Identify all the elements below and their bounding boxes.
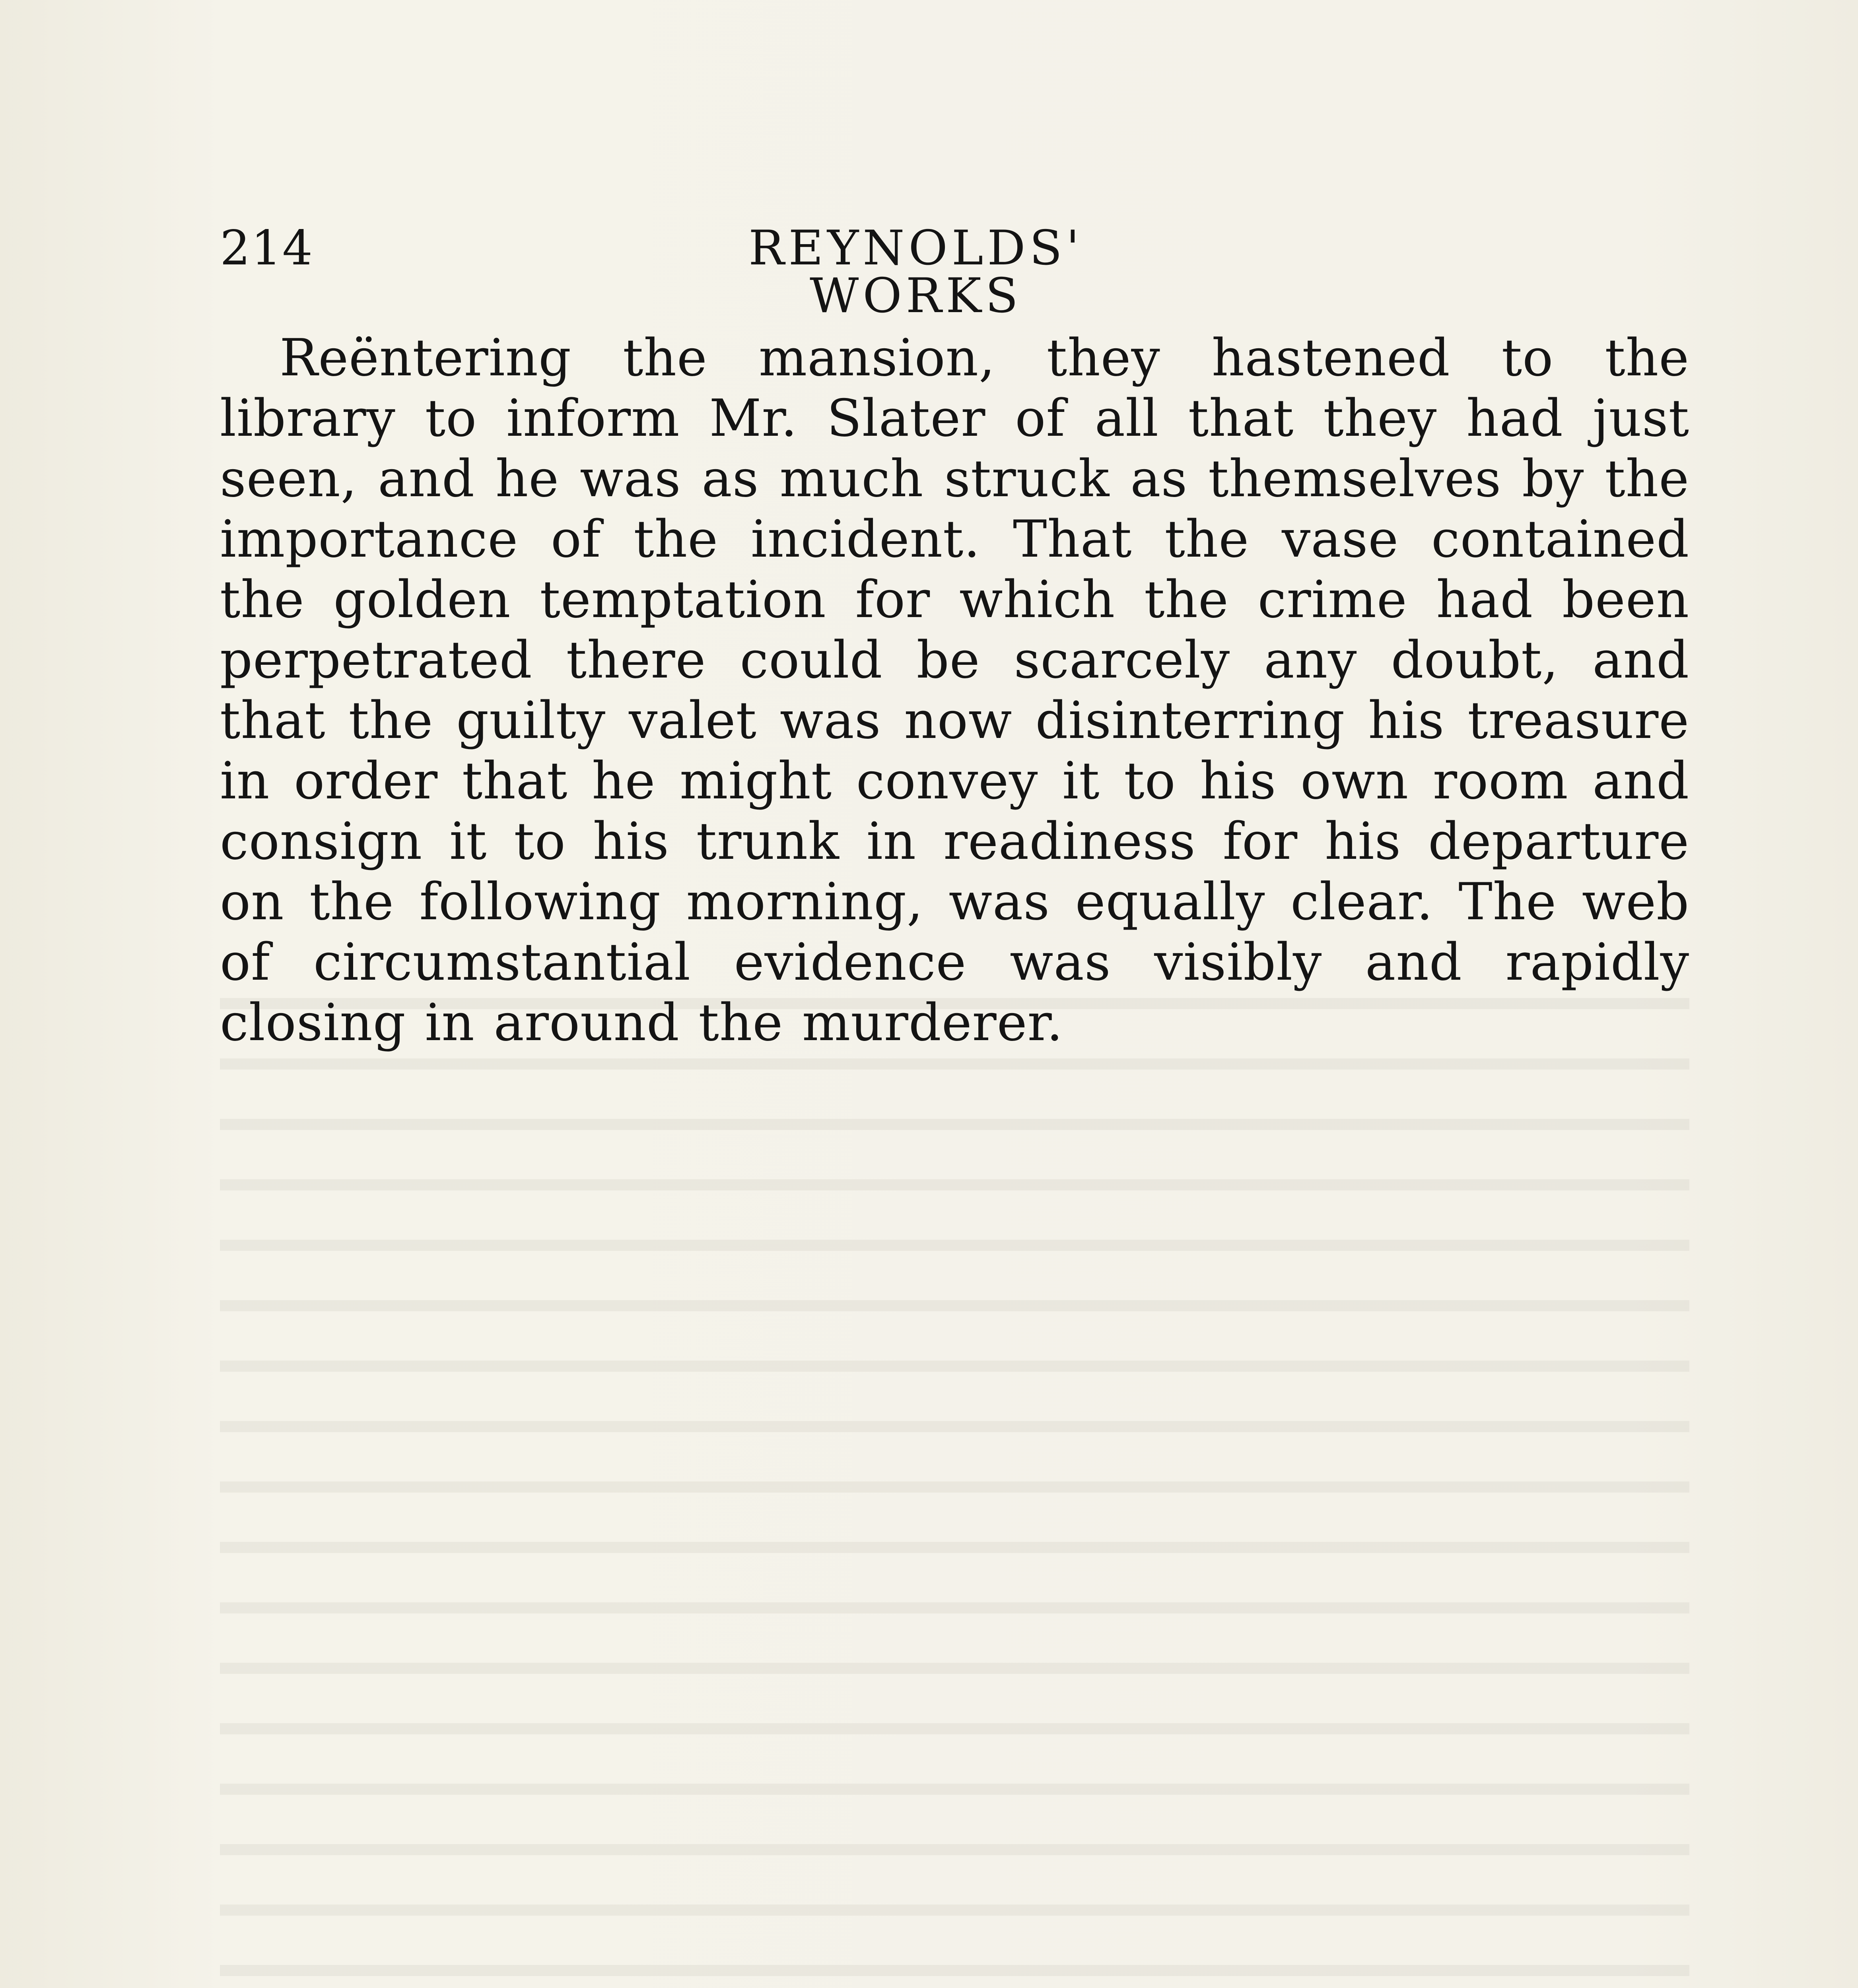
bleed-through-texture — [220, 962, 1689, 1988]
page-header — [220, 213, 1689, 324]
body-paragraph: Reëntering the mansion, they hastened to the library to inform Mr. Slater of all that they had just seen, and he was as much struck as themselves by the importance of the incident. That the vase contained the golden temptation for which the crime had been perpetrated there could be scarcely any doubt, and that the guilty valet was now disinterring his treasure in order that he might convey it to his own room and consign it to his trunk in readiness for his departure on the following morning, was equally clear. The web of circumstantial evidence was visibly and rapidly closing in around the murderer. — [220, 328, 1689, 1052]
page-number: 214 — [220, 221, 314, 276]
running-head: REYNOLDS' WORKS — [748, 221, 1083, 324]
